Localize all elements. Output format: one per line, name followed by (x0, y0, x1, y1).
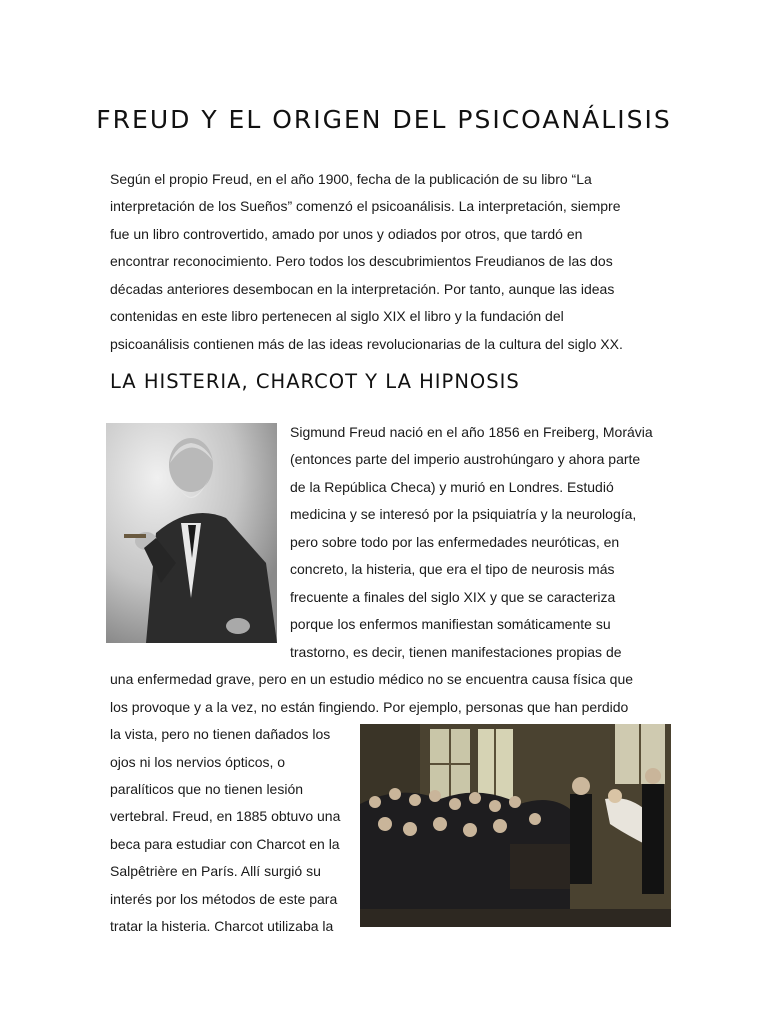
page-title: FREUD Y EL ORIGEN DEL PSICOANÁLISIS (96, 104, 672, 134)
section-heading: LA HISTERIA, CHARCOT Y LA HIPNOSIS (110, 370, 520, 393)
body-line: concreto, la histeria, que era el tipo de neurosis más (290, 561, 615, 577)
body-line: pero sobre todo por las enfermedades neuróticas, en (290, 534, 620, 550)
intro-line: encontrar reconocimiento. Pero todos los descubrimientos Freudianos de las dos (110, 253, 613, 269)
body-line: de la República Checa) y murió en Londres. Estudió (290, 479, 614, 495)
body-line: interés por los métodos de este para (110, 891, 338, 907)
intro-line: psicoanálisis contienen más de las ideas revolucionarias de la cultura del siglo XX. (110, 336, 623, 352)
charcot-lecture-painting-image (360, 724, 671, 927)
body-line: porque los enfermos manifiestan somáticamente su (290, 616, 611, 632)
body-line: Salpêtrière en París. Allí surgió su (110, 863, 321, 879)
body-line: una enfermedad grave, pero en un estudio médico no se encuentra causa física que (110, 671, 634, 687)
body-line: frecuente a finales del siglo XIX y que se caracteriza (290, 589, 616, 605)
intro-line: Según el propio Freud, en el año 1900, fecha de la publicación de su libro “La (110, 171, 592, 187)
body-line: la vista, pero no tienen dañados los (110, 726, 331, 742)
body-line: ojos ni los nervios ópticos, o (110, 754, 286, 770)
body-line: trastorno, es decir, tienen manifestaciones propias de (290, 644, 622, 660)
body-line: medicina y se interesó por la psiquiatría y la neurología, (290, 506, 637, 522)
body-line: vertebral. Freud, en 1885 obtuvo una (110, 808, 341, 824)
body-line: (entonces parte del imperio austrohúngaro y ahora parte (290, 451, 641, 467)
body-line: los provoque y a la vez, no están fingiendo. Por ejemplo, personas que han perdido (110, 699, 629, 715)
body-line: tratar la histeria. Charcot utilizaba la (110, 918, 334, 934)
freud-portrait-image (106, 423, 277, 643)
body-line: paralíticos que no tienen lesión (110, 781, 304, 797)
body-line: beca para estudiar con Charcot en la (110, 836, 340, 852)
intro-line: interpretación de los Sueños” comenzó el psicoanálisis. La interpretación, siempre (110, 198, 621, 214)
body-line: Sigmund Freud nació en el año 1856 en Freiberg, Morávia (290, 424, 653, 440)
intro-line: contenidas en este libro pertenecen al siglo XIX el libro y la fundación del (110, 308, 564, 324)
intro-line: fue un libro controvertido, amado por unos y odiados por otros, que tardó en (110, 226, 583, 242)
intro-line: décadas anteriores desembocan en la interpretación. Por tanto, aunque las ideas (110, 281, 615, 297)
